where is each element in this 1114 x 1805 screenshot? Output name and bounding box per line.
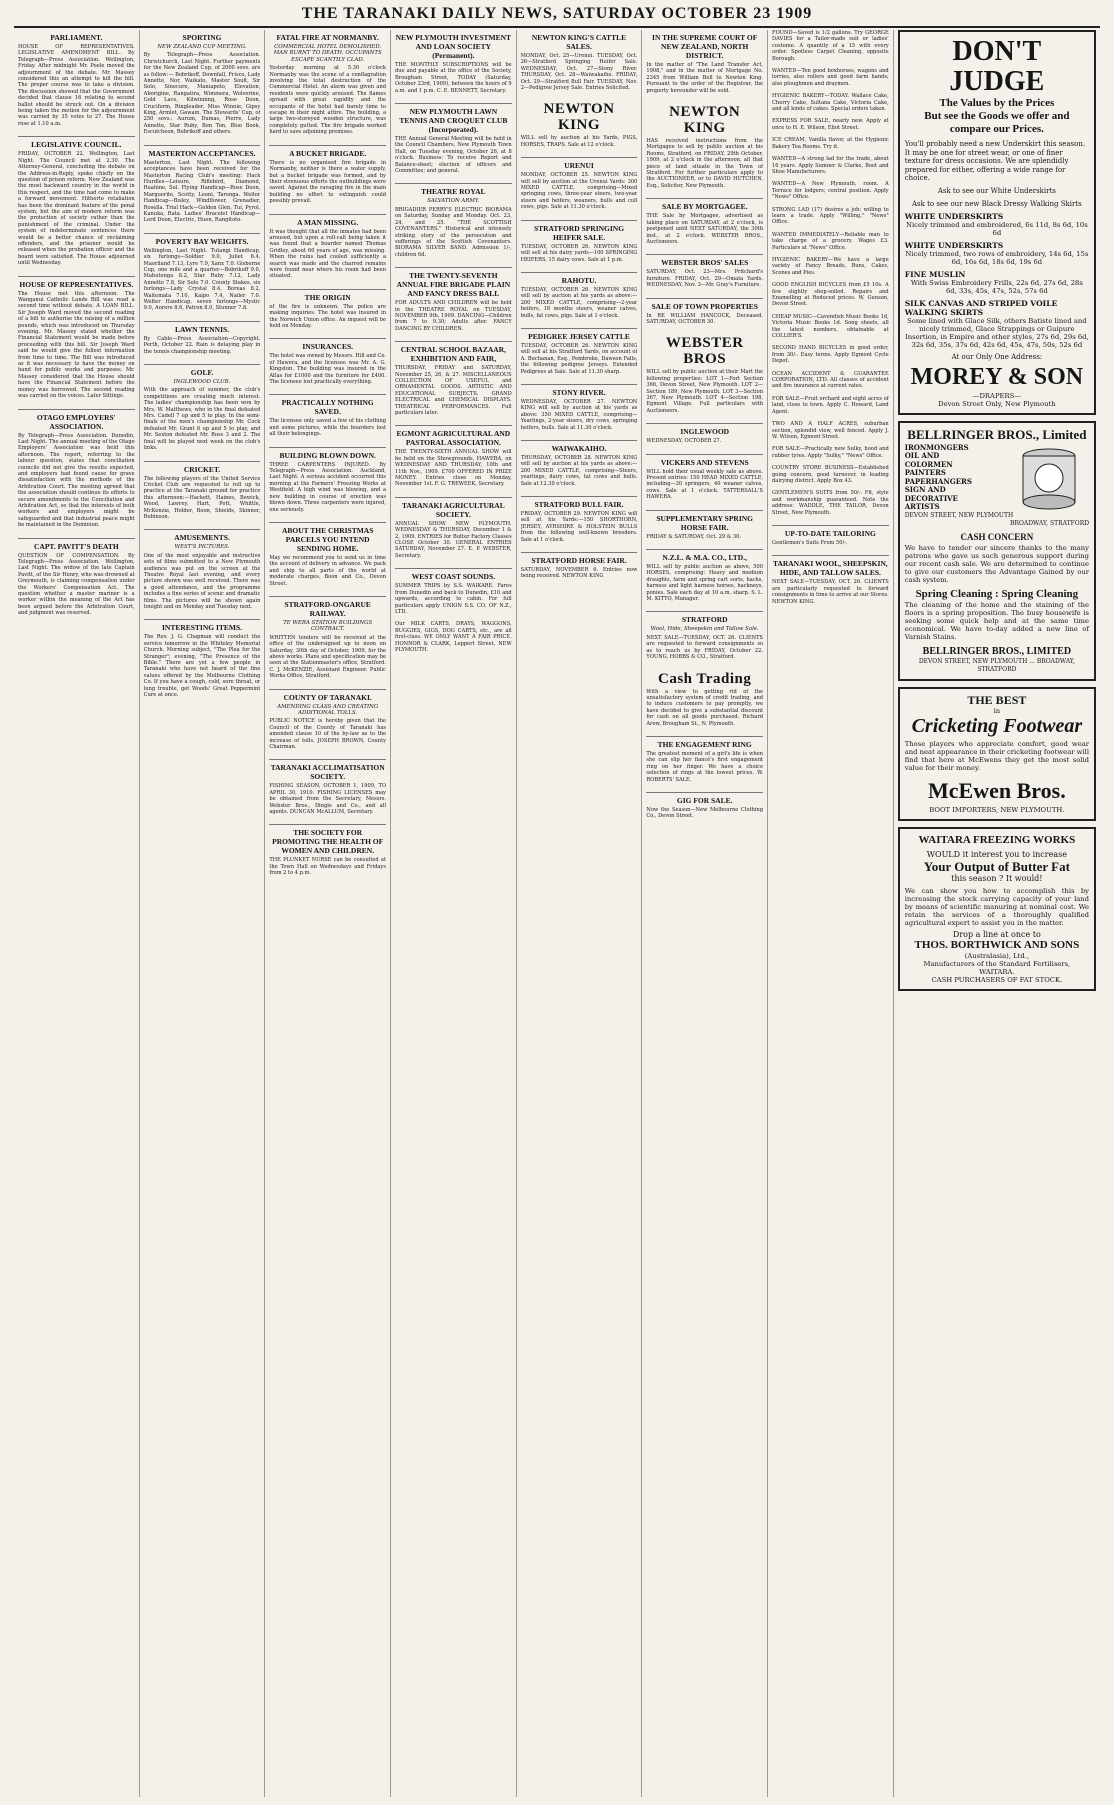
article-heading: UP-TO-DATE TAILORING bbox=[772, 525, 889, 538]
dont-judge-ad bbox=[898, 30, 1096, 415]
waitara-ad bbox=[898, 827, 1096, 991]
article-body: THE PLUNKET NURSE can be consulted at the Town Hall on Wednesdays and Fridays from 2 to 4 p.m. bbox=[269, 857, 387, 877]
article-block bbox=[395, 264, 512, 332]
article-block bbox=[18, 133, 135, 266]
article-heading: CENTRAL SCHOOL BAZAAR, EXHIBITION AND FAIR, bbox=[395, 341, 512, 363]
article-block bbox=[269, 756, 386, 815]
article-block bbox=[395, 494, 512, 559]
article-body: COUNTRY STORE BUSINESS—Established going concern, good turnover, in leading dairying district. Apply Box 43. bbox=[772, 465, 889, 484]
article-subheading: SALVATION ARMY. bbox=[427, 198, 480, 205]
article-subheading: NEW ZEALAND CUP MEETING. bbox=[157, 44, 247, 50]
article-body: MONDAY, Oct. 25—Urenui. TUESDAY, Oct. 26—Stratford Springing Heifer Sale. WEDNESDAY, Oct. 27—Stony River. THURSDAY, Oct. 28—Waiwakaiho. FRIDAY, Oct. 29—Stratford Bull Fair. TUESDAY, Nov. 2—Pedigree Jersey Sale. Entries Solicited. bbox=[520, 53, 638, 92]
article-block bbox=[772, 421, 889, 440]
waitara-body: We can show you how to accomplish this by increasing the stock carrying capacity of your land by means of scientific manuring at nominal cost. We retain the services of a thoroughly qualified agricultural expert to assist you in the matter. bbox=[904, 886, 1090, 927]
morey-son-sub: —DRAPERS— bbox=[972, 391, 1022, 400]
article-heading: WEST COAST SOUNDS. bbox=[395, 568, 512, 581]
article-heading: TARANAKI AGRICULTURAL SOCIETY. bbox=[395, 497, 512, 519]
article-body: FISHING SEASON, OCTOBER 1, 1909, TO APRIL 30, 1910. FISHING LICENSES may be obtained from the Secretary, Messrs. Webster Bros., Dingle and Co., and all agents. DUNCAN McALLUM, Secretary. bbox=[269, 783, 387, 816]
article-body: BRIGADIER PERRY'S ELECTRIC BIORAMA on Saturday, Sunday and Monday. Oct. 23, 24, and 25. "THE SCOTTISH COVENANTERS." Historical and intensely striking story of the persecution and sufferings of the Scottish Covenanters. BIORAMA SILVER BAND. Admission 1/-, children 6d. bbox=[395, 206, 512, 258]
borthwick-brand: THOS. BORTHWICK AND SONS bbox=[914, 938, 1080, 951]
article-heading: THE SOCIETY FOR PROMOTING THE HEALTH OF WOMEN AND CHILDREN. bbox=[269, 824, 386, 855]
article-body: Now the Season—New Melbourne Clothing Co., Devon Street. bbox=[646, 806, 764, 820]
article-body: ICE CREAM, Vanilla flavor, at the Hygienic Bakery Tea Rooms. Try it. bbox=[772, 137, 889, 150]
article-block bbox=[18, 406, 135, 529]
article-body: FRIDAY, OCTOBER 29. NEWTON KING will sell at his Yards:—150 SHORTHORN, JERSEY, AYRSHIRE & HOLSTEIN BULLS from the following well-known breeders. Sale at 1 o'clock. bbox=[520, 511, 638, 543]
article-body: THE TWENTY-SIXTH ANNUAL SHOW will be held on the Showgrounds, HAWERA, on WEDNESDAY AND THURSDAY, 10th and 11th Nov., 1909. £700 OFFERED IN PRIZE MONEY. Entries close on Monday, November 1st. F. G. TREWEEK, Secretary. bbox=[395, 449, 512, 488]
article-body: FRIDAY, OCTOBER 22. Wellington, Last Night. The Council met at 2.30. The Attorney-General, concluding the debate on the Address-in-Reply, spoke chiefly on the question of prison reform. New Zealand was the most backward country in the world in this respect, and the time had come to make a forward movement. Hitherto retaliation has been the dominant feature of the penal system, but the aim of modern reform was the protection of society rather than the punishment of the criminal. Under the system of indeterminate sentences there would be a better chance of reclaiming offenders, and the prisoner would be released when the probation officer and the board were satisfied. The House adjourned until Wednesday. bbox=[18, 151, 135, 267]
paint-can-icon bbox=[1009, 444, 1089, 512]
article-heading: STRATFORD bbox=[646, 611, 763, 624]
article-body: WEDNESDAY, OCTOBER 27. bbox=[646, 438, 722, 445]
article-heading: SALE BY MORTGAGEE. bbox=[646, 198, 763, 211]
article-block bbox=[521, 30, 638, 91]
article-body: MONDAY, OCTOBER 25. NEWTON KING will sell by auction at the Urenui Yards: 300 MIXED CATTLE, comprising—Mixed springing cows, three-year steers, two-year steers and heifers, weaners, bulls and cull cows, pigs. Sale at 11.30 o'clock. bbox=[520, 172, 638, 211]
article-heading: THEATRE ROYAL bbox=[395, 183, 512, 196]
article-heading: SUPPLEMENTARY SPRING HORSE FAIR. bbox=[646, 510, 763, 532]
waitara-line-2: Your Output of Butter Fat bbox=[923, 858, 1070, 874]
morey-son-brand: MOREY & SON bbox=[910, 363, 1084, 390]
article-block bbox=[521, 269, 638, 319]
article-block bbox=[521, 381, 638, 431]
dont-judge-intro: You'll probably need a new Underskirt this season. It may be one for street wear, or one of finer texture for dress occasions. We are splendidly prepared for either, offering a wide range for choice. bbox=[904, 140, 1086, 183]
article-block bbox=[772, 181, 889, 200]
article-block bbox=[772, 522, 889, 546]
article-heading: WEBSTER BROS bbox=[665, 335, 744, 368]
article-block bbox=[144, 458, 261, 521]
article-subheading: TE WERA STATION BUILDINGS CONTRACT. bbox=[283, 619, 373, 633]
article-block bbox=[269, 686, 386, 751]
article-body: GOOD ENGLISH BICYCLES from £5 10s. A few slightly shop-soiled. Repairs and Enamelling at Reduced prices. W. Gunson, Devon Street. bbox=[772, 282, 889, 308]
paint-can-illustration bbox=[1009, 444, 1089, 512]
article-block bbox=[521, 325, 638, 375]
column-4 bbox=[391, 30, 517, 1797]
article-block bbox=[772, 207, 889, 226]
trade-line-1: IRONMONGERS bbox=[904, 442, 969, 452]
article-body: QUESTION OF COMPENSATION. By Telegraph—Press Association. Wellington, Last Night. The widow of the late Captain Pavitt, of the Sir Henry, who was drowned at Greymouth, is claiming compensation under the Workers' Compensation Act. The question whether a master mariner is a worker within the meaning of the Act has been argued before the Arbitration Court, and judgment was reserved. bbox=[18, 552, 135, 617]
article-block bbox=[269, 821, 386, 876]
article-block bbox=[395, 565, 512, 615]
bellringer-address-2: BROADWAY, STRATFORD bbox=[1010, 519, 1090, 527]
article-body: It was thought that all the inmates had been aroused, but upon a roll-call being taken it was found that a boarder named Thomas Gridley, about 60 years of age, was missing. When the ruins had cooled sufficiently a search was made and the charred remains were found near where his room had been situated. bbox=[269, 228, 387, 280]
article-body: In RE WILLIAM HANCOCK, Deceased. SATURDAY, OCTOBER 30. bbox=[646, 312, 764, 325]
article-body: With the approach of summer, the club's competitions are creating much interest. The ladies' championship has been won by Mrs. W. Matthews, who in the final defeated Mrs. Cadell 7 up and 5 to play. In the semi-finals of the men's championship Mr. Cock defeated Mr. Grant 6 up and 5 to play, and Mr. Sexton defeated Mr. Ross 3 and 2. The final will be played next week on the club's links. bbox=[143, 387, 261, 452]
article-block bbox=[395, 621, 512, 653]
article-heading: STONY RIVER. bbox=[521, 384, 638, 397]
article-block bbox=[521, 549, 638, 580]
article-heading: STRATFORD SPRINGING HEIFER SALE. bbox=[521, 220, 638, 242]
waitara-title: WAITARA FREEZING WORKS bbox=[918, 833, 1076, 846]
article-body: FOUND—Saved is 1/2 gallons. Try GEORGE DAVIES for a Tailor-made suit or ladies' costume. A quantity of a 15 with every order. Spotless Carpet Cleaning, opposite Borough. bbox=[772, 30, 889, 62]
article-heading: PRACTICALLY NOTHING SAVED. bbox=[269, 394, 386, 416]
mcewen-title-2: in bbox=[993, 706, 1001, 715]
article-heading: CAPT. PAVITT'S DEATH bbox=[18, 538, 135, 551]
article-heading: THE ENGAGEMENT RING bbox=[646, 736, 763, 749]
article-block bbox=[646, 331, 763, 414]
article-block bbox=[646, 667, 763, 727]
article-body: THURSDAY, OCTOBER 28. NEWTON KING will sell by auction at his yards as above:—200 MIXED CATTLE, comprising—Steers, yearlings, dairy cows, fat cows and bulls. Sale at 12.30 o'clock. bbox=[520, 455, 638, 487]
article-body: GENTLEMEN'S SUITS from 50/-. Fit, style and workmanship guaranteed. Note the address: WADDLE, THE TAILOR, Devon Street, New Plymouth. bbox=[772, 490, 889, 516]
article-block bbox=[395, 100, 512, 174]
article-body: TUESDAY, OCTOBER 26. NEWTON KING will sell at his Stratford Yards, on account of A. Buchanan, Esq., Pembroke, Dawson Falls, the following pedigree Jerseys. Extended Pedigrees at Sale. Sale at 11.30 sharp. bbox=[520, 342, 638, 375]
article-body: Our MILK CARTS, DRAYS, WAGGONS, BUGGIES, GIGS, DOG CARTS, etc., are all first-class. WE ONLY WANT A FAIR PRICE. HONNOR & CLARK, Leppert Street, NEW PLYMOUTH. bbox=[395, 621, 512, 653]
article-body: The Rev. J. G. Chapman will conduct the service tomorrow in the Whiteley Memorial Church. Morning subject, "The Plea for the Stranger"; evening, "The Presence of the Bible." There are yet a few people in Taranaki who have not heard of the fine values offered by the Melbourne Clothing Co. If you have a cough, cold, sore throat, or lung trouble, get Woods' Great Peppermint Cure at once. bbox=[143, 634, 261, 699]
article-body: STRONG LAD (17) desires a job; willing to learn a trade. Apply "Willing," "News" Office. bbox=[772, 206, 889, 226]
bellringer-title: BELLRINGER BROS., Limited bbox=[907, 426, 1087, 442]
article-block bbox=[395, 422, 512, 487]
article-block bbox=[18, 273, 135, 400]
article-heading: URENUI bbox=[521, 157, 638, 170]
article-body: OCEAN ACCIDENT & GUARANTEE CORPORATION, LTD. All classes of accident and fire insurance at current rates. bbox=[772, 370, 889, 390]
article-body: The licensee only saved a few of his clothing and some pictures, while the boarders lost all their belongings. bbox=[269, 418, 387, 438]
article-block bbox=[646, 251, 763, 288]
article-body: The following players of the United Service Cricket Club are requested to roll up to practice at the Taranaki ground for practice this afternoon:—Hackett, Haines, Bewick, Wood, Lawrey, Hart, Pott, Whittle, McKenzie, Holder, Boon, Shields, Skinner, Robinson. bbox=[143, 475, 261, 520]
article-body: The greatest moment of a girl's life is when she can slip her fiancé's first engagement ring on her finger. We have a choice selection of rings at the lowest prices. W. ROBERTS' SALE. bbox=[646, 750, 764, 783]
article-body: SECOND HAND BICYCLES in good order, from 30/-. Easy terms. Apply Egmont Cycle Depot. bbox=[772, 345, 889, 365]
article-body: With a view to getting rid of the unsatisfactory system of credit trading, and to induce customers to pay promptly, we have decided to give a substantial discount for cash on all goods purchased. Richard Arow, Brougham St., N. Plymouth. bbox=[646, 688, 764, 727]
article-block bbox=[772, 490, 889, 516]
article-block bbox=[772, 257, 889, 276]
borthwick-sub-2: Manufacturers of the Standard Fertilisers, WAITARA. bbox=[923, 959, 1071, 976]
column-5 bbox=[517, 30, 643, 1797]
article-body: CHEAP MUSIC—Cavendish Music Books 1d, Victoria Music Books 1d. Song sheets, all the latest numbers, obtainable at COLLIER'S. bbox=[772, 313, 889, 340]
article-body: SATURDAY, NOVEMBER 6. Entries now being received. NEWTON KING bbox=[520, 567, 638, 580]
article-body: FRIDAY & SATURDAY, Oct. 29 & 30. bbox=[646, 533, 742, 540]
spring-cleaning-body: The cleaning of the home and the staining of the floors is a spring proposition. The busy housewife is seeking some quick help and at the same time economical. We have to-day added a new line of Varnish Stains. bbox=[904, 600, 1090, 641]
article-body: The House met this afternoon. The Wanganui Catholic Lands Bill was read a second time without debate. A LOAN BILL. Sir Joseph Ward moved the second reading of a bill to authorise the raising of a million pounds, which was introduced on Thursday evening. Mr. Massey stated whether the Financial Statement would be made before proceeding with this bill. Sir Joseph Ward said he would give the fullest information from time to time. The Bill was introduced as it was necessary to have the money on hand for public works and purposes. Mr. Massey considered that the House should have the Financial Statement before the money was borrowed. The second reading was carried on the voices. Later Sittings. bbox=[18, 290, 135, 400]
article-body: WEDNESDAY, OCTOBER 27. NEWTON KING will sell by auction at his yards as above: 350 MIXED CATTLE, comprising—Yearlings, 2-year steers, dry cows, springing heifers, bulls. Sale at 11.30 o'clock. bbox=[520, 398, 638, 431]
bellringer-ad bbox=[898, 421, 1096, 681]
column-6 bbox=[642, 30, 768, 1797]
article-heading: THE ORIGIN bbox=[269, 289, 386, 302]
article-block bbox=[521, 217, 638, 263]
article-heading: GOLF. bbox=[144, 364, 261, 377]
article-block bbox=[269, 444, 386, 513]
article-body: One of the most enjoyable and instructive sets of films submitted to a New Plymouth audience was put on the screen at the Theatre Royal last evening, and every picture shown was well received. There was a good attendance, and the programme includes a fine series of scenic and dramatic films. The pictures will be shown again tonight and on Monday and Tuesday next. bbox=[143, 552, 261, 610]
article-heading: GIG FOR SALE. bbox=[646, 792, 763, 805]
article-block bbox=[269, 211, 386, 280]
article-block bbox=[646, 100, 763, 189]
trade-line-7: DECORATIVE bbox=[904, 493, 958, 503]
article-block bbox=[772, 282, 889, 308]
bellringer-footer-title: BELLRINGER BROS., LIMITED bbox=[922, 645, 1072, 657]
article-heading: NEW PLYMOUTH INVESTMENT AND LOAN SOCIETY (Permanent). bbox=[395, 33, 512, 60]
article-heading: EGMONT AGRICULTURAL AND PASTORAL ASSOCIATION. bbox=[395, 425, 512, 447]
article-body: HAS received instructions from the Mortgagee to sell by public auction at his Rooms, Stratford, on FRIDAY, 29th October, 1909, at 2 o'clock in the afternoon, all that piece of land situate in the Town of Stratford. For further particulars apply to the AUCTIONEER, or to DAVID HUTCHEN, Esq., Solicitor, New Plymouth. bbox=[646, 138, 764, 189]
article-heading: SPORTING bbox=[182, 33, 222, 42]
bellringer-address: DEVON STREET, NEW PLYMOUTH bbox=[904, 511, 1014, 519]
article-body: By Telegraph—Press Association. Christchurch, Last Night. Further payments for the New Zealand Cup, of 2000 sovs. are as follow:— Bobrikoff, Downfall, Frisco, Lady Annette, Nor, Waikato, Master Soult, Sir Solo, Sinecure, Maniapoto, Elevation, Aborigine, Rangatira, Wimmera, Wolverine, Gold Lace, Kilwinning, Rose Doon, Cruciform, Ringleader, Miss Winnie, Gipsy King, Armlet, Gawain. The Stewards' Cup, of 250 sovs.: Aurum, Dumas, Pierre, Lady Annette, Star Ruby, Bon Ton, Blue Book, Escutcheon, Bobrikoff and others. bbox=[143, 52, 261, 136]
trade-line-2: OIL AND bbox=[904, 451, 940, 461]
article-body: SUMMER TRIPS by S.S. WAIKARE. Fares from Dunedin and back to Dunedin, £10 and upwards, according to cabin. For full particulars apply UNION S.S. CO. OF N.Z., LTD. bbox=[395, 583, 512, 615]
article-block bbox=[18, 535, 135, 617]
article-body: By Cable—Press Association—Copyright. Perth, October 22. Rain is delaying play in the tennis championship meeting. bbox=[143, 335, 261, 355]
article-heading: THE TWENTY-SEVENTH ANNUAL FIRE BRIGADE PLAIN AND FANCY DRESS BALL bbox=[395, 267, 512, 298]
article-body: THE MONTHLY SUBSCRIPTIONS will be due and payable at the office of the Society, Brougham Street, TODAY (Saturday, October 23rd, 1909), between the hours of 9 a.m. and 1 p.m. C. E. BENNETT, Secretary. bbox=[395, 62, 512, 94]
borthwick-sub-1: (Australasia), Ltd., bbox=[964, 951, 1030, 960]
article-block bbox=[395, 338, 512, 416]
article-block bbox=[646, 451, 763, 501]
bellringer-trades bbox=[905, 444, 1005, 512]
masthead: THE TARANAKI DAILY NEWS, SATURDAY OCTOBER 23 1909 bbox=[14, 4, 1100, 28]
article-heading: MASTERTON ACCEPTANCES. bbox=[144, 145, 261, 158]
silk-canvas-item-name: SILK CANVAS AND STRIPED VOILE WALKING SKIRTS bbox=[904, 299, 1058, 318]
mcewen-brand-sub: BOOT IMPORTERS, NEW PLYMOUTH. bbox=[929, 805, 1065, 814]
article-block bbox=[144, 616, 261, 698]
underskirt-item-1-name: WHITE UNDERSKIRTS bbox=[904, 212, 1004, 222]
article-block bbox=[521, 437, 638, 487]
underskirt-item-1-text: Nicely trimmed and embroidered, 6s 11d, 8s 6d, 10s 6d bbox=[906, 221, 1088, 238]
article-subheading: COMMERCIAL HOTEL DEMOLISHED. MAN BURNT TO DEATH. OCCUPANTS ESCAPE SCANTILY CLAD. bbox=[273, 44, 382, 63]
article-block bbox=[772, 137, 889, 150]
dont-judge-line-1: Ask to see our White Underskirts bbox=[937, 186, 1056, 195]
article-body: WANTED—Ten good boxhorses, wagons and lorries, also rollers and good farm hands; also ploughmen and draymen. bbox=[772, 68, 889, 87]
article-heading: POVERTY BAY WEIGHTS. bbox=[144, 233, 261, 246]
muslin-item-text: With Swiss Embroidery Frills, 22s 6d, 27s 6d, 28s 6d, 33s, 45s, 47s, 52s, 57s 6d bbox=[910, 279, 1083, 296]
article-heading: NEWTON KING'S CATTLE SALES. bbox=[531, 33, 627, 51]
article-block bbox=[144, 318, 261, 355]
trade-line-5: PAPERHANGERS bbox=[904, 476, 972, 486]
underskirt-item-2-text: Nicely trimmed, two rows of embroidery, 14s 6d, 15s 6d, 16s 6d, 18s 6d, 19s 6d bbox=[905, 250, 1089, 267]
article-body: Wellington, Last Night. Tutangi Handicap, six furlongs—Soldier 9.0, Juliet 8.4, Maoriland 7.13, Lyre 7.9, Xanx 7.0. Gisborne Cup, one mile and a quarter—Bobrikoff 9.0, Mahutonga 8.2, Star Ruby 7.12, Lady Annette 7.8, Sir Solo 7.0. County Stakes, six furlongs—Lady Crystal 8.4, Boreas 8.2, Waitemata 7.10, Kaipo 7.4, Nailer 7.0. Welter Handicap, seven furlongs—Mystic 9.0, Aorere 8.6, Patron 8.0, Stunner 7.8. bbox=[143, 247, 261, 312]
article-block bbox=[269, 30, 386, 136]
article-heading: ABOUT THE CHRISTMAS PARCELS YOU INTEND SENDING HOME. bbox=[269, 522, 386, 553]
article-body: Gentlemen's Suits From 50/-. bbox=[772, 539, 848, 546]
article-body: THURSDAY, FRIDAY and SATURDAY, November 25, 26, & 27. MISCELLANEOUS COLLECTION OF USEFUL and ORNAMENTAL GOODS. ARTISTIC AND EDUCATIONAL SUBJECTS. GRAND ELECTRICAL and CHEMICAL DISPLAYS. THEATRICAL PERFORMANCES. Full particulars later. bbox=[395, 365, 512, 416]
article-block bbox=[646, 546, 763, 602]
article-heading: CRICKET. bbox=[144, 461, 261, 474]
article-block bbox=[646, 295, 763, 326]
article-block bbox=[772, 156, 889, 175]
article-block bbox=[772, 68, 889, 87]
article-block bbox=[772, 118, 889, 131]
article-subheading: WEST'S PICTURES. bbox=[174, 544, 230, 551]
dont-judge-subtitle2: But see the Goods we offer and compare our Prices. bbox=[924, 110, 1070, 135]
article-heading: IN THE SUPREME COURT OF NEW ZEALAND, NORTH DISTRICT. bbox=[652, 33, 758, 60]
article-block bbox=[521, 154, 638, 210]
article-body: HOUSE OF REPRESENTATIVES. LEGISLATIVE AMENDMENT BILL. By Telegraph—Press Association. Wellington, Friday. After midnight Mr. Poole moved the adjournment of the debate. Mr. Massey considered this an attempt to kill the bill. The proper course was to take a division. The discussion showed that the Government decided that clause 16 relating to second ballot should be struck out. On a division being taken the motion for the adjournment was carried by 35 votes to 27. The House rose at 1.10 a.m. bbox=[18, 44, 135, 127]
article-heading: NEWTON KING bbox=[543, 101, 615, 134]
article-block bbox=[269, 593, 386, 680]
article-heading: SALE OF TOWN PROPERTIES bbox=[646, 298, 763, 311]
article-body: EXPRESS FOR SALE, nearly new. Apply at once to H. E. Wilson, Eliot Street. bbox=[772, 118, 889, 131]
article-block bbox=[144, 142, 261, 224]
underskirt-item-2-name: WHITE UNDERSKIRTS bbox=[904, 241, 1004, 251]
article-body: NEXT SALE—TUESDAY, OCT. 26. CLIENTS are particularly requested to forward consignments in time to arrive at our Stores. NEWTON KING. bbox=[772, 579, 889, 605]
mcewen-title: THE BEST bbox=[967, 692, 1027, 707]
dont-judge-footer: At our Only One Address: bbox=[951, 353, 1043, 362]
mcewen-ad bbox=[898, 687, 1096, 821]
spring-cleaning-title: Spring Cleaning : Spring Cleaning bbox=[915, 587, 1079, 600]
dont-judge-line-2: Ask to see our new Black Dressy Walking Skirts bbox=[911, 199, 1082, 208]
article-body: WILL sell by public auction as above, 500 HORSES, comprising: Heavy and medium draughts, farm and spring cart sorts, hacks, harness and light harness horses, hackneys, ponies. Sale each day at 10 a.m. sharp. S. L. M. KITTO, Manager. bbox=[646, 564, 764, 603]
article-body: WANTED IMMEDIATELY—Reliable man to take charge of a grocery. Wages £3. Particulars at "News" Office. bbox=[772, 231, 889, 251]
article-block bbox=[646, 507, 763, 540]
bellringer-footer-address: DEVON STREET, NEW PLYMOUTH ... BROADWAY, STRATFORD bbox=[918, 657, 1075, 673]
article-block bbox=[144, 361, 261, 451]
trade-line-3: COLORMEN bbox=[904, 459, 953, 469]
article-heading: TARANAKI WOOL, SHEEPSKIN, HIDE, AND TALLOW SALES. bbox=[772, 555, 889, 577]
article-block bbox=[646, 195, 763, 245]
waitara-line-1: WOULD it interest you to increase bbox=[926, 849, 1067, 859]
article-heading: WAIWAKAIHO. bbox=[521, 440, 638, 453]
waitara-line-3: this season ? It would! bbox=[951, 873, 1043, 883]
article-heading: FATAL FIRE AT NORMANBY. bbox=[276, 33, 379, 42]
waitara-drop: Drop a line at once to bbox=[952, 929, 1041, 939]
article-body: NEXT SALE—TUESDAY, OCT. 26. CLIENTS are requested to forward consignments so as to reach us by FRIDAY, October 22. YOUNG, HOBBS & CO., Stratford. bbox=[646, 634, 764, 661]
article-body: Masterton, Last Night. The following acceptances have been received for the Masterton Racing Club's meeting: Hack Hurdles—Leisure, Riflebird, Diamond, Ruahine, Sol. Flying Handicap—Rose Doon, Marguerite, Scotty, Leoni, Tarenga. Welter Handicap—Bisley, Windflower, Grenadier, Rosella. Trial Hack—Golden Glen, Tui, Pyrol, Kanuka, Rata. Ladies' Bracelet Handicap—Lord Doon, Electric, Huon, Rangitoto. bbox=[143, 159, 261, 224]
article-heading: COUNTY OF TARANAKI. bbox=[269, 689, 386, 702]
borthwick-sub-3: CASH PURCHASERS OF FAT STOCK. bbox=[931, 975, 1063, 984]
article-body: WILL hold their usual weekly sale as above. Present entries: 150 HEAD MIXED CATTLE, including—30 springers, 40 weaner calves, cows. Sale at 1 o'clock. TATTERSALL'S HAWERA. bbox=[646, 468, 764, 501]
article-body: HYGIENIC BAKERY—We have a large variety of Fancy Breads, Buns, Cakes, Scones and Pies. bbox=[772, 256, 889, 276]
article-heading: INSURANCES. bbox=[269, 338, 386, 351]
article-block bbox=[772, 93, 889, 112]
article-heading: A MAN MISSING. bbox=[269, 214, 386, 227]
mcewen-body: Those players who appreciate comfort, good wear and neat appearance in their cricketing footwear will find that here at McEwens they get the most solid value for their money. bbox=[904, 739, 1090, 772]
article-body: THE Sale by Mortgagee, advertised as taking place on SATURDAY, at 2 o'clock, is postponed until NEXT SATURDAY, the 30th inst., at 2 o'clock. WEBSTER BROS., Auctioneers. bbox=[646, 213, 764, 245]
article-heading: LEGISLATIVE COUNCIL. bbox=[18, 136, 135, 149]
article-body: SATURDAY, Oct. 23—Mrs. Pritchard's furniture. FRIDAY, Oct. 29—Omata Yards. WEDNESDAY, Nov. 3—Mr. Gray's Furniture. bbox=[646, 269, 764, 289]
article-body: There is no organised fire brigade in Normanby, neither is there a water supply, but a bucket brigade was formed, and by their strenuous efforts the outbuildings were saved. Against the ravaging fire in the main building no effort to extinguish could possibly prevail. bbox=[269, 159, 387, 205]
article-body: THE Annual General Meeting will be held in the Council Chambers, New Plymouth Town Hall, on Tuesday evening, October 26, at 8 o'clock. Business: To receive Report and Balance-sheet; election of officers and Committee; and general. bbox=[395, 136, 512, 175]
article-block bbox=[646, 733, 763, 783]
article-block bbox=[772, 371, 889, 390]
article-block bbox=[646, 420, 763, 444]
article-block bbox=[772, 552, 889, 605]
article-heading: RAHOTU. bbox=[521, 272, 638, 285]
article-block bbox=[772, 446, 889, 459]
article-block bbox=[772, 314, 889, 340]
cash-concern-title: CASH CONCERN bbox=[960, 531, 1034, 542]
article-subheading: Wool, Hide, Sheepskin and Tallow Sale. bbox=[650, 626, 759, 633]
cash-concern-body: We have to tender our sincere thanks to the many patrons who gave us such generous support during our recent cash sale. We are determined to continue to give our customers the Advantage Gained by our cash system. bbox=[904, 543, 1090, 584]
article-heading: PEDIGREE JERSEY CATTLE bbox=[521, 328, 638, 341]
article-body: TWO AND A HALF ACRES, suburban section, splendid view, well fenced. Apply J. W. Wilson, Egmont Street. bbox=[772, 421, 889, 440]
mcewen-product: Cricketing Footwear bbox=[911, 714, 1083, 737]
article-block bbox=[269, 391, 386, 437]
article-block bbox=[772, 345, 889, 364]
article-body: Yesterday morning at 5.30 o'clock Normanby was the scene of a conflagration involving the total destruction of the Commercial Hotel. An alarm was given and residents were quickly aroused. The flames spread with great rapidity and the occupants of the hotel had barely time to escape in their night attire. The building, a large two-storeyed wooden structure, was completely gutted. The fire brigade worked hard to save adjoining premises. bbox=[269, 65, 387, 136]
article-block bbox=[646, 789, 763, 820]
columns-area bbox=[14, 30, 1100, 1797]
article-heading: NEW PLYMOUTH LAWN TENNIS AND CROQUET CLUB (Incorporated). bbox=[395, 103, 512, 134]
article-block bbox=[269, 335, 386, 385]
article-body: THREE CARPENTERS INJURED. By Telegraph—Press Association. Auckland, Last Night. A serious accident occurred this morning at the Farmers' Freezing Works at Westfield. A high wind was blowing, and a new building in course of erection was blown down. Three carpenters were injured, one seriously. bbox=[269, 461, 387, 513]
article-block bbox=[395, 180, 512, 258]
article-body: ANNUAL SHOW NEW PLYMOUTH. WEDNESDAY & THURSDAY, December 1 & 2, 1909. ENTRIES for Butter Factory Classes CLOSE October 30. GENERAL ENTRIES SATURDAY, November 27. E. P. WEBSTER, Secretary. bbox=[395, 520, 512, 559]
article-heading: N.Z.L. & M.A. CO., LTD., bbox=[646, 549, 763, 562]
article-block bbox=[18, 30, 135, 127]
article-block bbox=[772, 465, 889, 484]
article-heading: INTERESTING ITEMS. bbox=[144, 619, 261, 632]
article-block bbox=[521, 97, 638, 148]
article-heading: AMUSEMENTS. bbox=[144, 529, 261, 542]
article-heading: VICKERS AND STEVENS bbox=[646, 454, 763, 467]
dont-judge-title: DON'T JUDGE bbox=[949, 36, 1045, 97]
article-block bbox=[646, 608, 763, 660]
article-block bbox=[269, 519, 386, 587]
article-body: PUBLIC NOTICE is hereby given that the Council of the County of Taranaki has amended clause 10 of the by-law as to the increase of tolls. JOSEPH BROWN, County Chairman. bbox=[269, 718, 387, 751]
article-body: FOR ADULTS AND CHILDREN will be held in the THEATRE ROYAL on TUESDAY, NOVEMBER 9th, 1909. DANCING—Children from 7 to 9.30; Adults after. FANCY DANCING BY CHILDREN. bbox=[395, 300, 512, 332]
article-body: WILL sell by auction at his Yards, PIGS, HORSES, TRAPS. Sale at 12 o'clock. bbox=[520, 135, 638, 148]
column-2 bbox=[140, 30, 266, 1797]
article-subheading: INGLEWOOD CLUB. bbox=[173, 379, 231, 386]
article-heading: OTAGO EMPLOYERS' ASSOCIATION. bbox=[18, 409, 135, 431]
article-body: In the matter of "The Land Transfer Act, 1908," and in the matter of Mortgage No. 2345 from William Bell to Newton King. Pursuant to the order of the Registrar, the property hereunder will be sold. bbox=[646, 62, 764, 94]
dont-judge-subtitle: The Values by the Prices bbox=[939, 97, 1055, 109]
trade-line-8: ARTISTS bbox=[904, 502, 940, 512]
silk-canvas-item-text: Some lined with Glace Silk, others Batiste lined and nicely trimmed, Glace Strappings or Guipure Insertion, in Empire and other styles, 27s 6d, 29s 6d, 32s 6d, 35s, 37s 6d, 42s 6d, 45s, 47s, 50s, 52s 6d bbox=[905, 317, 1089, 350]
article-block bbox=[395, 30, 512, 94]
bellringer-trades-row bbox=[905, 444, 1089, 512]
article-body: of the fire is unknown. The police are making inquiries. The hotel was insured in the Norwich Union office. An inquest will be held on Monday. bbox=[269, 303, 387, 329]
article-block bbox=[646, 30, 763, 94]
article-heading: A BUCKET BRIGADE. bbox=[269, 145, 386, 158]
article-heading: NEWTON KING bbox=[669, 104, 741, 137]
article-body: FOR SALE—Fruit orchard and eight acres of land, close to town. Apply C. Howard, Land Agent. bbox=[772, 395, 889, 415]
article-block bbox=[772, 30, 889, 62]
article-block bbox=[144, 30, 261, 136]
article-body: The hotel was owned by Messrs. Hill and Co. of Hawera, and the licensee was Mr. A. G. Kingston. The building was insured in the Atlas for £1000 and the furniture for £400. The licensee lost practically everything. bbox=[269, 353, 387, 386]
mcewen-brand: McEwen Bros. bbox=[928, 777, 1066, 803]
article-block bbox=[772, 396, 889, 415]
column-1 bbox=[14, 30, 140, 1797]
article-heading: PARLIAMENT. bbox=[50, 33, 103, 42]
article-body: May we recommend you to send us in time the account of delivery in advance. We pack and ship to all parts of the world at moderate charges. Boon and Co., Devon Street. bbox=[269, 554, 387, 587]
article-heading: TARANAKI ACCLIMATISATION SOCIETY. bbox=[269, 759, 386, 781]
article-body: HYGIENIC BAKERY—TODAY. Wallace Cake, Cherry Cake, Sultana Cake, Victoria Cake, and all kinds of cakes. Special orders taken. bbox=[772, 93, 889, 113]
article-block bbox=[144, 526, 261, 610]
article-heading: LAWN TENNIS. bbox=[144, 321, 261, 334]
article-body: WANTED—A strong lad for the trade, about 16 years. Apply Sumner & Clarke, Boot and Shoe Manufacturers. bbox=[772, 156, 889, 175]
article-heading: BUILDING BLOWN DOWN. bbox=[269, 447, 386, 460]
article-heading: Cash Trading bbox=[657, 670, 752, 687]
column-ads bbox=[894, 30, 1100, 1797]
article-body: By Telegraph—Press Association. Dunedin, Last Night. The annual meeting of the Otago Employers' Association was held this afternoon. The report, referring to the labour question, states that conciliation councils did not give the results expected, and employers had found cause for grave dissatisfaction with the methods of the Arbitration Court. The meeting agreed that the association should continue its efforts to secure amendments to the Conciliation and Arbitration Act, so that the interests of both workers and employers might be safeguarded and that industrial peace might be maintained in the Dominion. bbox=[18, 432, 135, 529]
trade-line-6: SIGN AND bbox=[904, 485, 946, 495]
article-heading: INGLEWOOD bbox=[646, 423, 763, 436]
article-body: TUESDAY, OCTOBER 26. NEWTON KING will sell at his dairy yards—100 SPRINGING HEIFERS, 15 dairy cows. Sale at 1 p.m. bbox=[520, 243, 638, 263]
muslin-item-name: FINE MUSLIN bbox=[904, 270, 966, 280]
article-block bbox=[269, 286, 386, 330]
trade-line-4: PAINTERS bbox=[904, 468, 946, 478]
article-heading: WEBSTER BROS' SALES bbox=[646, 254, 763, 267]
article-block bbox=[144, 230, 261, 312]
article-body: WRITTEN tenders will be received at the office of the undersigned up to noon on Saturday, 30th day of October, 1909, for the above works. Plans and specification may be seen at the Stationmaster's office, Stratford. C. J. McKENZIE, Assistant Engineer. Public Works Office, Stratford. bbox=[269, 634, 387, 680]
article-heading: STRATFORD-ONGARUE RAILWAY. bbox=[269, 596, 386, 618]
article-subheading: AMENDING CLASS AND CREATING ADDITIONAL TOLLS. bbox=[277, 703, 379, 716]
article-heading: STRATFORD HORSE FAIR. bbox=[521, 552, 638, 565]
morey-son-address: Devon Street Only, New Plymouth bbox=[938, 399, 1056, 408]
article-body: WANTED—A New Plymouth, room. A Terrace for lodgers; central position. Apply "News" Office. bbox=[772, 181, 889, 201]
article-block bbox=[269, 142, 386, 205]
article-body: WILL sell by public auction at their Mart the following properties: LOT 1—Fort Section 366, Devon Street, New Plymouth. LOT 2—Section 189, New Plymouth. LOT 3—Section 367, New Plymouth. LOT 4—Section 198, Egmont Village. Full particulars with Auctioneers. bbox=[646, 369, 764, 414]
article-body: TUESDAY, OCTOBER 26. NEWTON KING will sell by auction at his yards as above:—200 MIXED CATTLE, comprising—2-year heifers, 18 months steers, weaner calves, bulls, fat cows, pigs. Sale at 1 o'clock. bbox=[520, 286, 638, 319]
article-block bbox=[772, 232, 889, 251]
article-heading: STRATFORD BULL FAIR. bbox=[521, 496, 638, 509]
column-7 bbox=[768, 30, 894, 1797]
column-3 bbox=[265, 30, 391, 1797]
article-heading: HOUSE OF REPRESENTATIVES. bbox=[18, 276, 135, 289]
article-block bbox=[521, 493, 638, 543]
article-body: FOR SALE—Practically new Sulky, hood and rubber tyres. Apply "Sulky," "News" Office. bbox=[772, 446, 889, 459]
